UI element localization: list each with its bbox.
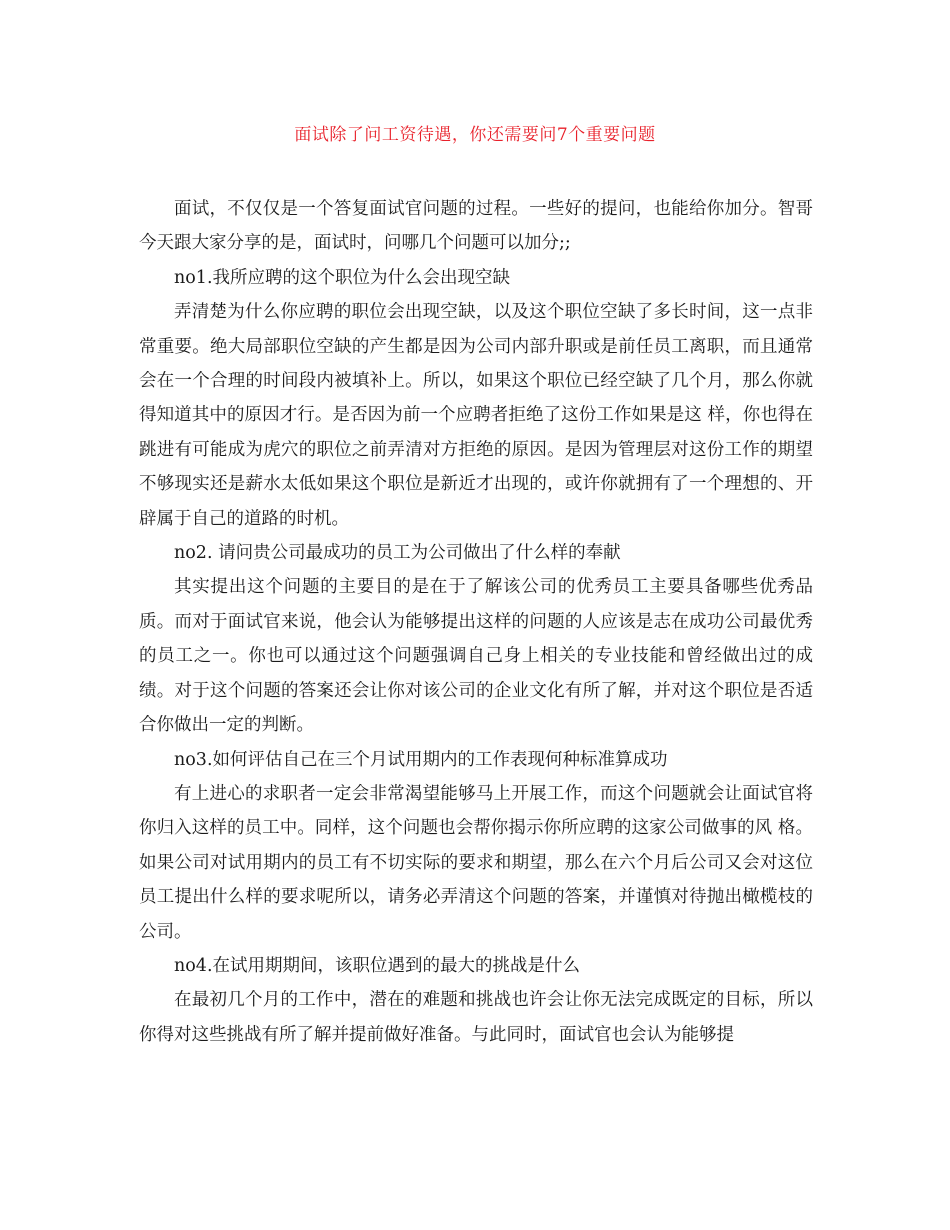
answer-paragraph-3: 有上进心的求职者一定会非常渴望能够马上开展工作，而这个问题就会让面试官将你归入这样的员工中。同样，这个问题也会帮你揭示你所应聘的这家公司做事的风 格。如果公司对试用期内的员工有不切实际的要求和期望，那么在六个月后公司又会对这位员工提出什么样的要求呢所以，请务必弄清这个问题的答案，并谨慎对待抛出橄榄枝的公司。	[139, 783, 813, 942]
answer-paragraph-4: 在最初几个月的工作中，潜在的难题和挑战也许会让你无法完成既定的目标，所以你得对这些挑战有所了解并提前做好准备。与此同时，面试官也会认为能够提	[139, 990, 813, 1045]
question-heading-4: no4.在试用期期间，该职位遇到的最大的挑战是什么	[174, 955, 581, 976]
answer-paragraph-2: 其实提出这个问题的主要目的是在于了解该公司的优秀员工主要具备哪些优秀品质。而对于面试官来说，他会认为能够提出这样的问题的人应该是志在成功公司最优秀的员工之一。你也可以通过这个问题强调自己身上相关的专业技能和曾经做出过的成绩。对于这个问题的答案还会让你对该公司的企业文化有所了解，并对这个职位是否适合你做出一定的判断。	[139, 577, 813, 736]
question-heading-2: no2. 请问贵公司最成功的员工为公司做出了什么样的奉献	[174, 543, 621, 564]
intro-paragraph: 面试，不仅仅是一个答复面试官问题的过程。一些好的提问，也能给你加分。智哥今天跟大家分享的是，面试时，问哪几个问题可以加分;;	[139, 199, 813, 254]
question-heading-3: no3.如何评估自己在三个月试用期内的工作表现何种标准算成功	[174, 749, 668, 770]
document-title: 面试除了问工资待遇，你还需要问7个重要问题	[294, 125, 656, 145]
question-heading-1: no1.我所应聘的这个职位为什么会出现空缺	[174, 267, 511, 288]
document-body	[139, 192, 813, 1052]
answer-paragraph-1: 弄清楚为什么你应聘的职位会出现空缺，以及这个职位空缺了多长时间，这一点非常重要。绝大局部职位空缺的产生都是因为公司内部升职或是前任员工离职，而且通常会在一个合理的时间段内被填补上。所以，如果这个职位已经空缺了几个月，那么你就得知道其中的原因才行。是否因为前一个应聘者拒绝了这份工作如果是这 样，你也得在跳进有可能成为虎穴的职位之前弄清对方拒绝的原因。是因为管理层对这份工作的期望不够现实还是薪水太低如果这个职位是新近才出现的，或许你就拥有了一个理想的、开辟属于自己的道路的时机。	[139, 302, 813, 529]
